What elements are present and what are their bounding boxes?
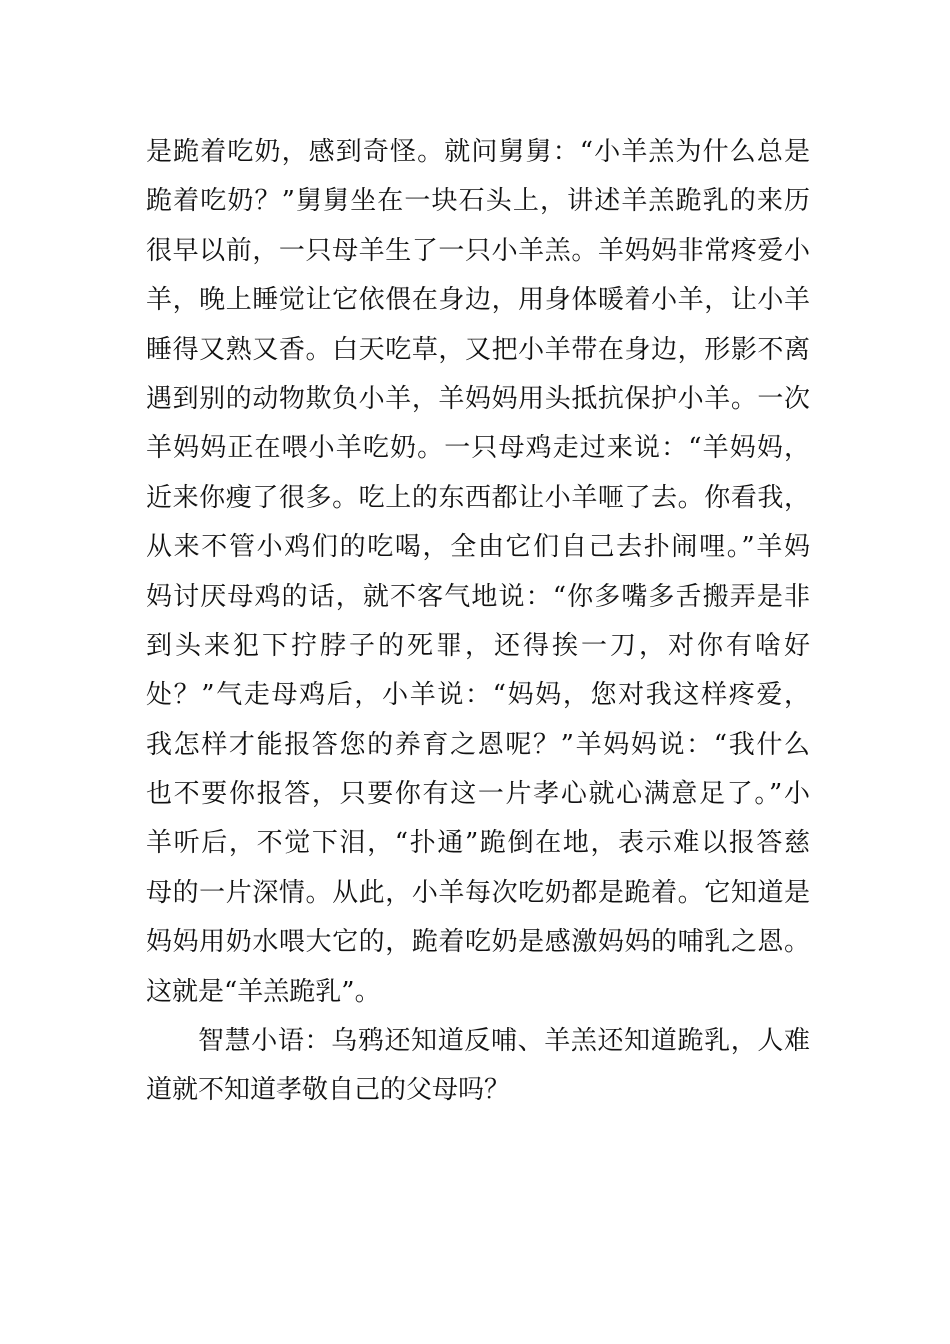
- story-line-7: 羊妈妈正在喂小羊吃奶。一只母鸡走过来说：“羊妈妈，: [146, 433, 810, 464]
- story-line-17: 妈妈用奶水喂大它的，跪着吃奶是感激妈妈的哺乳之恩。: [146, 927, 810, 958]
- story-line-3: 很早以前，一只母羊生了一只小羊羔。羊妈妈非常疼爱小: [146, 235, 810, 266]
- story-line-8: 近来你瘦了很多。吃上的东西都让小羊咂了去。你看我，: [146, 482, 810, 513]
- story-line-4: 羊，晚上睡觉让它依偎在身边，用身体暖着小羊，让小羊: [146, 285, 810, 316]
- wisdom-line-2: 道就不知道孝敬自己的父母吗？: [146, 1075, 511, 1106]
- story-line-16: 母的一片深情。从此，小羊每次吃奶都是跪着。它知道是: [146, 877, 810, 908]
- story-line-6: 遇到别的动物欺负小羊，羊妈妈用头抵抗保护小羊。一次: [146, 383, 810, 414]
- story-line-1: 是跪着吃奶，感到奇怪。就问舅舅：“小羊羔为什么总是: [146, 137, 810, 167]
- story-line-2: 跪着吃奶？”舅舅坐在一块石头上，讲述羊羔跪乳的来历: [146, 186, 810, 217]
- story-line-14: 也不要你报答，只要你有这一片孝心就心满意足了。”小: [146, 779, 810, 810]
- story-line-11: 到头来犯下拧脖子的死罪，还得挨一刀，对你有啥好: [146, 630, 810, 661]
- story-line-9: 从来不管小鸡们的吃喝，全由它们自己去扑闹哩。”羊妈: [146, 532, 810, 563]
- document-body: [146, 128, 810, 1116]
- story-line-15: 羊听后，不觉下泪，“扑通”跪倒在地，表示难以报答慈: [146, 828, 810, 859]
- wisdom-line-1: 智慧小语：乌鸦还知道反哺、羊羔还知道跪乳，人难: [198, 1026, 810, 1057]
- story-line-13: 我怎样才能报答您的养育之恩呢？”羊妈妈说：“我什么: [146, 729, 810, 760]
- story-line-5: 睡得又熟又香。白天吃草，又把小羊带在身边，形影不离: [146, 334, 810, 365]
- story-line-10: 妈讨厌母鸡的话，就不客气地说：“你多嘴多舌搬弄是非: [146, 581, 810, 612]
- story-paragraph: [146, 128, 810, 1017]
- story-line-12: 处？”气走母鸡后，小羊说：“妈妈，您对我这样疼爱，: [146, 680, 810, 711]
- wisdom-paragraph: [146, 1017, 810, 1116]
- story-line-18: 这就是“羊羔跪乳”。: [146, 976, 381, 1007]
